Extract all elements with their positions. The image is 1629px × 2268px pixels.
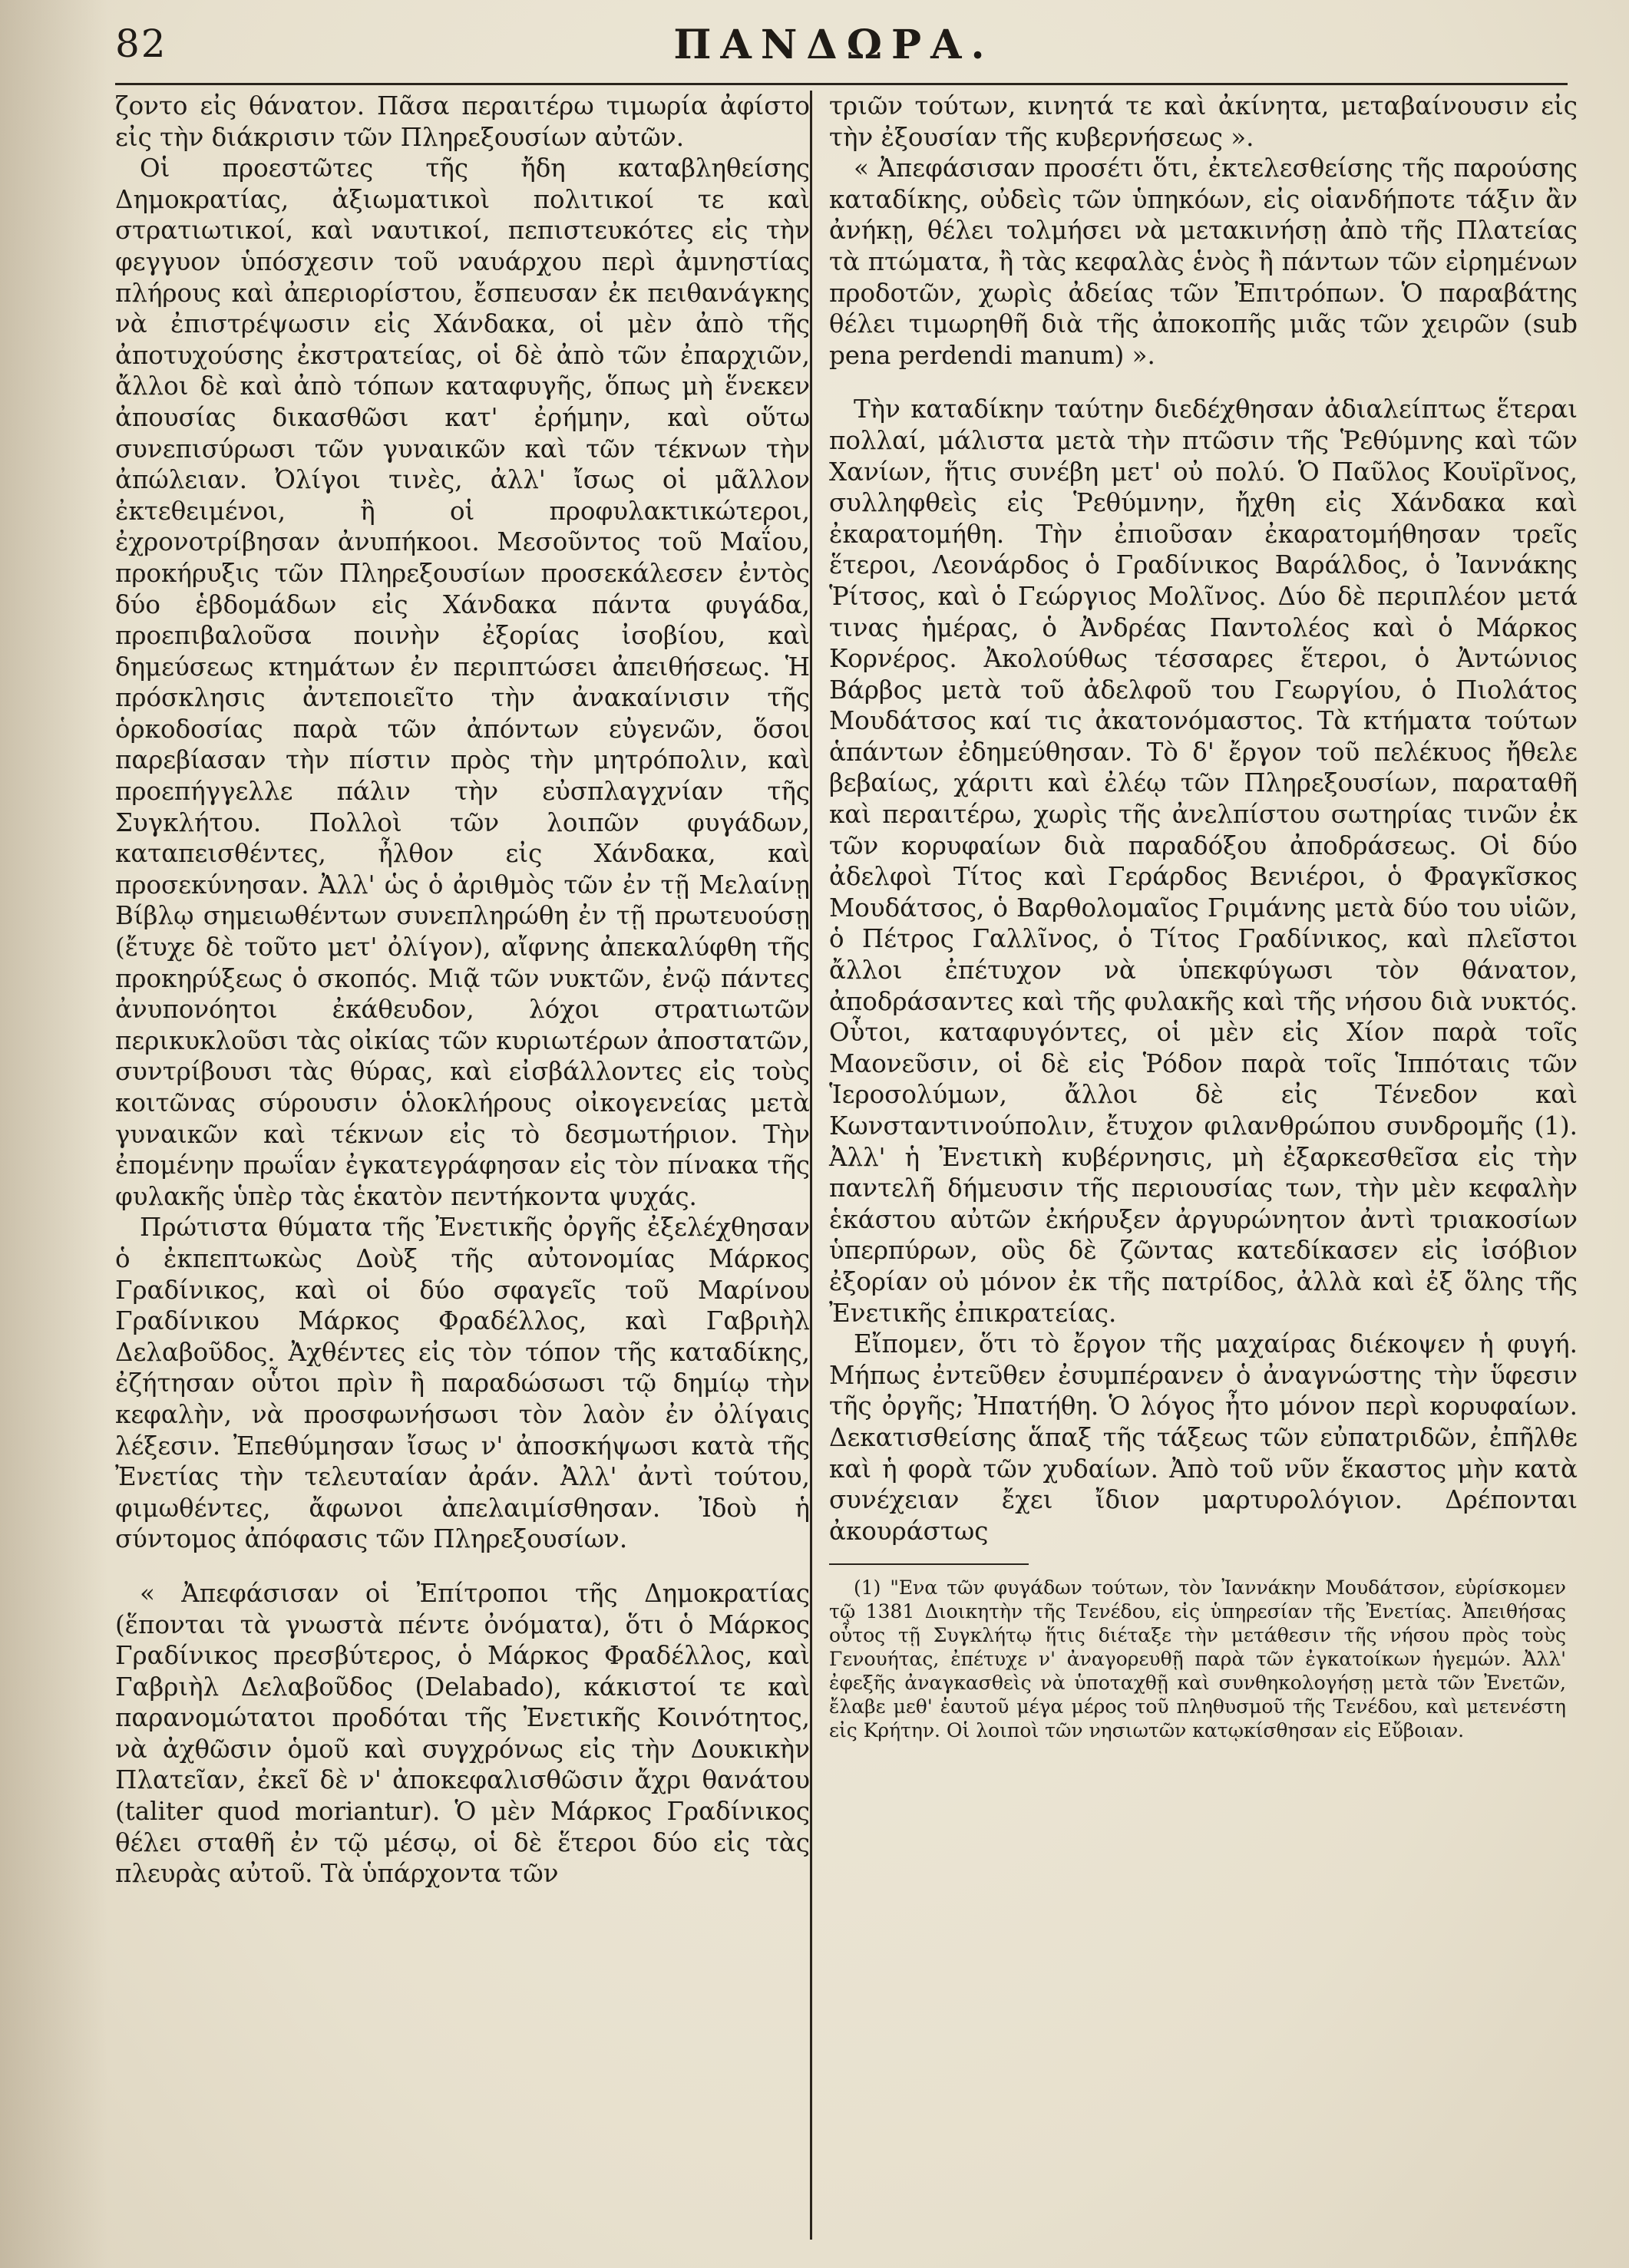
paragraph: « Ἀπεφάσισαν οἱ Ἐπίτροποι τῆς Δημοκρατίας (ἕπονται τὰ γνωστὰ πέντε ὀνόματα), ὅτι ὁ Μάρκος Γραδίνικος πρεσβύτερος, ὁ Μάρκος Φραδέλλος, καὶ Γαβριὴλ Δελαβοῦδος (Delabado), κάκιστοί τε καὶ παρανομώτατοι προδόται τῆς Ἐνετικῆς Κοινότητος, νὰ ἀχθῶσιν ὁμοῦ καὶ συγχρόνως εἰς τὴν Δουκικὴν Πλατεῖαν, ἐκεῖ δὲ ν' ἀποκεφαλισθῶσιν ἄχρι θανάτου (taliter quod moriantur). Ὁ μὲν Μάρκος Γραδίνικος θέλει σταθῆ ἐν τῷ μέσῳ, οἱ δὲ ἕτεροι δύο εἰς τὰς πλευρὰς αὐτοῦ. Τὰ ὑπάρχοντα τῶν bbox=[115, 1578, 810, 1889]
paragraph: « Ἀπεφάσισαν προσέτι ὅτι, ἐκτελεσθείσης τῆς παρούσης καταδίκης, οὐδεὶς τῶν ὑπηκόων, εἰς οἱανδήποτε τάξιν ἂν ἀνήκῃ, θέλει τολμήσει νὰ μετακινήσῃ ἀπὸ τῆς Πλατείας τὰ πτώματα, ἢ τὰς κεφαλὰς ἑνὸς ἢ πάντων τῶν εἰρημένων προδοτῶν, χωρὶς ἀδείας τῶν Ἐπιτρόπων. Ὁ παραβάτης θέλει τιμωρηθῆ διὰ τῆς ἀποκοπῆς μιᾶς τῶν χειρῶν (sub pena perdendi manum) ». bbox=[829, 154, 1578, 370]
paragraph: τριῶν τούτων, κινητά τε καὶ ἀκίνητα, μεταβαίνουσιν εἰς τὴν ἐξουσίαν τῆς κυβερνήσεως ». bbox=[829, 91, 1578, 152]
page-number: 82 bbox=[115, 21, 167, 66]
footnote: (1) "Ενα τῶν φυγάδων τούτων, τὸν Ἰαννάκην Μουδάτσον, εὑρίσκομεν τῷ 1381 Διοικητὴν τῆς Τενέδου, εἰς ὑπηρεσίαν τῆς Ἐνετίας. Ἀπειθήσας οὗτος τῇ Συγκλήτῳ ἥτις διέταξε τὴν μετάθεσιν τῆς νήσου πρὸς τοὺς Γενουήτας, ἐπέτυχε ν' ἀναγορευθῇ παρὰ τῶν ἐγκατοίκων ἡγεμών. Ἀλλ' ἐφεξῆς ἀναγκασθεὶς νὰ ὑποταχθῇ καὶ συνθηκολογήσῃ μετὰ τῶν Ἐνετῶν, ἔλαβε μεθ' ἑαυτοῦ μέγα μέρος τοῦ πληθυσμοῦ τῆς Τενέδου, καὶ μετενέστη εἰς Κρήτην. Οἱ λοιποὶ τῶν νησιωτῶν κατῳκίσθησαν εἰς Εὔβοιαν. bbox=[829, 1576, 1566, 1742]
left-column bbox=[115, 91, 810, 1890]
paragraph: Τὴν καταδίκην ταύτην διεδέχθησαν ἀδιαλείπτως ἕτεραι πολλαί, μάλιστα μετὰ τὴν πτῶσιν τῆς Ῥεθύμνης καὶ τῶν Χανίων, ἥτις συνέβη μετ' οὐ πολύ. Ὁ Παῦλος Κουϊρῖνος, συλληφθεὶς εἰς Ῥεθύμνην, ἤχθη εἰς Χάνδακα καὶ ἐκαρατομήθη. Τὴν ἐπιοῦσαν ἐκαρατομήθησαν τρεῖς ἕτεροι, Λεονάρδος ὁ Γραδίνικος Βαράλδος, ὁ Ἰαννάκης Ῥίτσος, καὶ ὁ Γεώργιος Μολῖνος. Δύο δὲ περιπλέον μετά τινας ἡμέρας, ὁ Ἀνδρέας Παντολέος καὶ ὁ Μάρκος Κορνέρος. Ἀκολούθως τέσσαρες ἕτεροι, ὁ Ἀντώνιος Βάρβος μετὰ τοῦ ἀδελφοῦ του Γεωργίου, ὁ Πιολάτος Μουδάτσος καί τις ἀκατονόμαστος. Τὰ κτήματα τούτων ἁπάντων ἐδημεύθησαν. Τὸ δ' ἔργον τοῦ πελέκυος ἤθελε βεβαίως, χάριτι καὶ ἐλέῳ τῶν Πληρεξουσίων, παραταθῆ καὶ περαιτέρω, χωρὶς τῆς ἀνελπίστου σωτηρίας τινῶν ἐκ τῶν κορυφαίων διὰ παραδόξου ἀποδράσεως. Οἱ δύο ἀδελφοὶ Τίτος καὶ Γεράρδος Βενιέροι, ὁ Φραγκῖσκος Μουδάτσος, ὁ Βαρθολομαῖος Γριμάνης μετὰ δύο του υἱῶν, ὁ Πέτρος Γαλλῖνος, ὁ Τίτος Γραδίνικος, καὶ πλεῖστοι ἄλλοι ἐπέτυχον νὰ ὑπεκφύγωσι τὸν θάνατον, ἀποδράσαντες καὶ τῆς φυλακῆς καὶ τῆς νήσου διὰ νυκτός. Οὗτοι, καταφυγόντες, οἱ μὲν εἰς Χίον παρὰ τοῖς Μαονεῦσιν, οἱ δὲ εἰς Ῥόδον παρὰ τοῖς Ἱππόταις τῶν Ἱεροσολύμων, ἄλλοι δὲ εἰς Τένεδον καὶ Κωνσταντινούπολιν, ἔτυχον φιλανθρώπου συνδρομῆς (1). Ἀλλ' ἡ Ἐνετικὴ κυβέρνησις, μὴ ἐξαρκεσθεῖσα εἰς τὴν παντελῆ δήμευσιν τῆς περιουσίας των, τὴν μὲν κεφαλὴν ἑκάστου αὐτῶν ἐκήρυξεν ἀργυρώνητον ἀντὶ τριακοσίων ὑπερπύρων, οὓς δὲ ζῶντας κατεδίκασεν εἰς ἰσόβιον ἐξορίαν οὐ μόνον ἐκ τῆς πατρίδος, ἀλλὰ καὶ ἐξ ὅλης τῆς Ἐνετικῆς ἐπικρατείας. bbox=[829, 395, 1578, 1328]
paragraph: Οἱ προεστῶτες τῆς ἤδη καταβληθείσης Δημοκρατίας, ἀξιωματικοὶ πολιτικοί τε καὶ στρατιωτικοί, καὶ ναυτικοί, πεπιστευκότες εἰς τὴν φεγγυον ὑπόσχεσιν τοῦ ναυάρχου περὶ ἀμνηστίας πλήρους καὶ ἀπεριορίστου, ἔσπευσαν ἐκ πειθανάγκης νὰ ἐπιστρέψωσιν εἰς Χάνδακα, οἱ μὲν ἀπὸ τῆς ἀποτυχούσης ἐκστρατείας, οἱ δὲ ἀπὸ τῶν ἐπαρχιῶν, ἄλλοι δὲ καὶ ἀπὸ τόπων καταφυγῆς, ὅπως μὴ ἕνεκεν ἀπουσίας δικασθῶσι κατ' ἐρήμην, καὶ οὕτω συνεπισύρωσι τῶν γυναικῶν καὶ τῶν τέκνων τὴν ἀπώλειαν. Ὀλίγοι τινὲς, ἀλλ' ἴσως οἱ μᾶλλον ἐκτεθειμένοι, ἢ οἱ προφυλακτικώτεροι, ἐχρονοτρίβησαν ἀνυπήκοοι. Μεσοῦντος τοῦ Μαΐου, προκήρυξις τῶν Πληρεξουσίων προσεκάλεσεν ἐντὸς δύο ἑβδομάδων εἰς Χάνδακα πάντα φυγάδα, προεπιβαλοῦσα ποινὴν ἐξορίας ἰσοβίου, καὶ δημεύσεως κτημάτων ἐν περιπτώσει ἀπειθήσεως. Ἡ πρόσκλησις ἀντεποιεῖτο τὴν ἀνακαίνισιν τῆς ὁρκοδοσίας παρὰ τῶν ἀπόντων εὐγενῶν, ὅσοι παρεβίασαν τὴν πίστιν πρὸς τὴν μητρόπολιν, καὶ προεπήγγελλε πάλιν τὴν εὐσπλαγχνίαν τῆς Συγκλήτου. Πολλοὶ τῶν λοιπῶν φυγάδων, καταπεισθέντες, ἦλθον εἰς Χάνδακα, καὶ προσεκύνησαν. Ἀλλ' ὡς ὁ ἀριθμὸς τῶν ἐν τῇ Μελαίνῃ Βίβλῳ σημειωθέντων συνεπληρώθη ἐν τῇ πρωτευούσῃ (ἔτυχε δὲ τοῦτο μετ' ὀλίγον), αἴφνης ἀπεκαλύφθη τῆς προκηρύξεως ὁ σκοπός. Μιᾷ τῶν νυκτῶν, ἐνῷ πάντες ἀνυπονόητοι ἐκάθευδον, λόχοι στρατιωτῶν περικυκλοῦσι τὰς οἰκίας τῶν κυριωτέρων ἀποστατῶν, συντρίβουσι τὰς θύρας, καὶ εἰσβάλλοντες εἰς τοὺς κοιτῶνας σύρουσιν ὁλοκλήρους οἰκογενείας μετὰ γυναικῶν καὶ τέκνων εἰς τὸ δεσμωτήριον. Τὴν ἐπομένην πρωΐαν ἐγκατεγράφησαν εἰς τὸν πίνακα τῆς φυλακῆς ὑπὲρ τὰς ἑκατὸν πεντήκοντα ψυχάς. bbox=[115, 154, 810, 1211]
header-rule bbox=[115, 83, 1568, 85]
page-header bbox=[115, 21, 1552, 83]
running-title: ΠΑΝΔΩΡΑ. bbox=[673, 21, 994, 68]
paragraph: Εἴπομεν, ὅτι τὸ ἔργον τῆς μαχαίρας διέκοψεν ἡ φυγή. Μήπως ἐντεῦθεν ἐσυμπέρανεν ὁ ἀναγνώστης τὴν ὕφεσιν τῆς ὀργῆς; Ἠπατήθη. Ὁ λόγος ἦτο μόνον περὶ κορυφαίων. Δεκατισθείσης ἅπαξ τῆς τάξεως τῶν εὐπατριδῶν, ἐπῆλθε καὶ ἡ φορὰ τῶν χυδαίων. Ἀπὸ τοῦ νῦν ἕκαστος μὴν κατὰ συνέχειαν ἔχει ἴδιον μαρτυρολόγιον. Δρέπονται ἀκουράστως bbox=[829, 1329, 1578, 1546]
page-fold-shadow bbox=[0, 0, 107, 2268]
footnote-rule bbox=[829, 1563, 1029, 1571]
paragraph: Πρώτιστα θύματα τῆς Ἐνετικῆς ὀργῆς ἐξελέχθησαν ὁ ἐκπεπτωκὼς Δοὺξ τῆς αὐτονομίας Μάρκος Γραδίνικος, καὶ οἱ δύο σφαγεῖς τοῦ Μαρίνου Γραδίνικου Μάρκος Φραδέλλος, καὶ Γαβριὴλ Δελαβοῦδος. Ἀχθέντες εἰς τὸν τόπον τῆς καταδίκης, ἐζήτησαν οὗτοι πρὶν ἢ παραδώσωσι τῷ δημίῳ τὴν κεφαλὴν, νὰ προσφωνήσωσι τὸν λαὸν ἐν ὀλίγαις λέξεσιν. Ἐπεθύμησαν ἴσως ν' ἀποσκήψωσι κατὰ τῆς Ἐνετίας τὴν τελευταίαν ἀράν. Ἀλλ' ἀντὶ τούτου, φιμωθέντες, ἄφωνοι ἀπελαιμίσθησαν. Ἰδοὺ ἡ σύντομος ἀπόφασις τῶν Πληρεξουσίων. bbox=[115, 1213, 810, 1554]
right-column bbox=[810, 91, 1578, 2240]
paragraph: ζοντο εἰς θάνατον. Πᾶσα περαιτέρω τιμωρία ἀφίστο εἰς τὴν διάκρισιν τῶν Πληρεξουσίων αὐτῶν. bbox=[115, 91, 810, 152]
